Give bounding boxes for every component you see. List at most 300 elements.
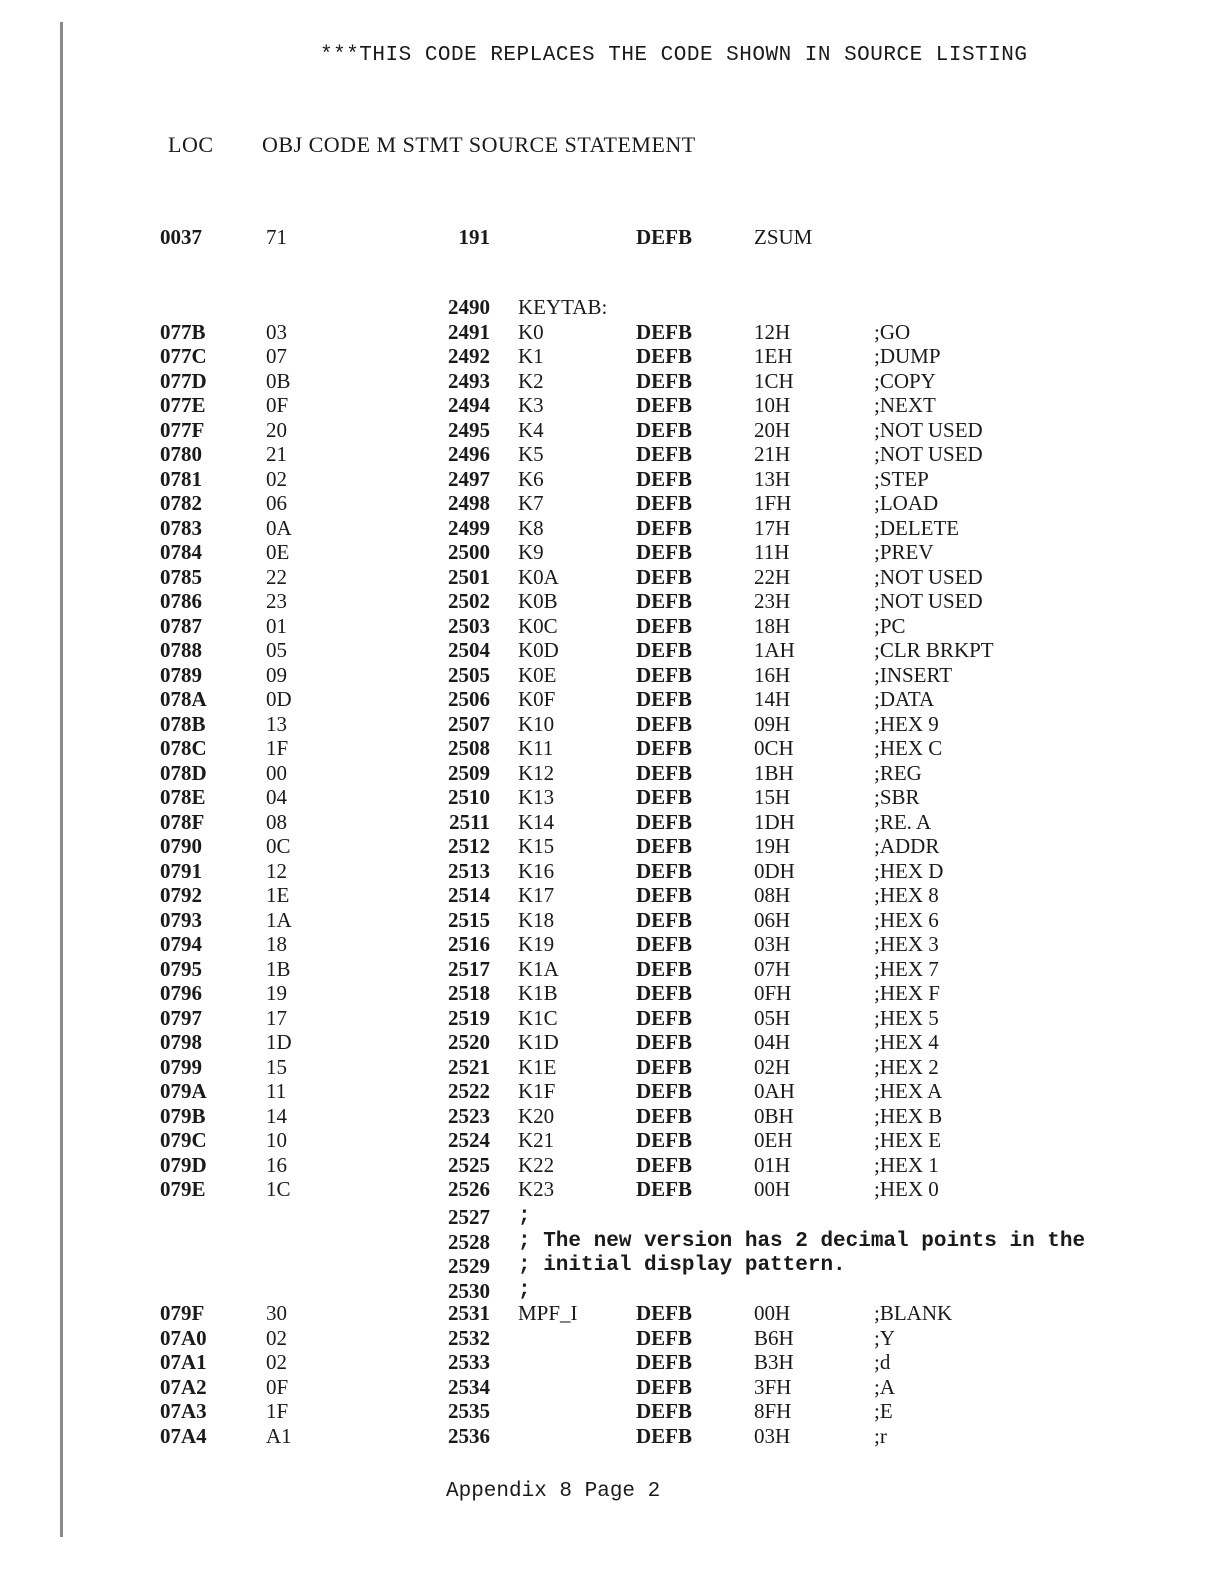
operand-cell: B6H <box>754 1325 794 1350</box>
label-cell: MPF_I <box>518 1301 578 1325</box>
opcode-cell: DEFB <box>636 1005 693 1030</box>
stmt-cell: 2494 <box>448 393 490 417</box>
comment-cell: ;NOT USED <box>874 589 983 613</box>
loc-cell: 0794 <box>160 932 202 956</box>
opcode-cell: DEFB <box>636 932 693 956</box>
obj-code-cell: 0E <box>266 540 290 564</box>
opcode-cell: DEFB <box>636 417 693 442</box>
opcode-cell: DEFB <box>636 613 693 638</box>
obj-code-cell: 06 <box>266 491 287 515</box>
operand-cell: 10H <box>754 393 791 417</box>
comment-text: ; initial display pattern. <box>518 1254 846 1277</box>
listing-row <box>0 320 1228 344</box>
listing-row <box>0 467 1228 491</box>
opcode-cell: DEFB <box>636 1079 693 1103</box>
opcode-cell: DEFB <box>636 344 693 368</box>
loc-cell: 0799 <box>160 1054 202 1079</box>
opcode-cell: DEFB <box>636 1054 693 1079</box>
loc-cell: 078B <box>160 711 206 736</box>
loc-cell: 077D <box>160 368 207 393</box>
stmt-cell: 2503 <box>448 613 490 638</box>
opcode-cell: DEFB <box>636 956 693 981</box>
stmt-cell: 2526 <box>448 1177 490 1201</box>
stmt-cell: 2498 <box>448 491 490 515</box>
stmt-cell: 2523 <box>448 1103 490 1128</box>
stmt-cell: 2519 <box>448 1005 490 1030</box>
opcode-cell: DEFB <box>636 1301 693 1325</box>
obj-code-cell: 17 <box>266 1005 287 1030</box>
loc-cell: 0786 <box>160 589 202 613</box>
obj-code-cell: 10 <box>266 1128 287 1152</box>
opcode-cell: DEFB <box>636 368 693 393</box>
comment-text: ; The new version has 2 decimal points in the <box>518 1229 1086 1253</box>
opcode-cell: DEFB <box>636 883 693 907</box>
loc-cell: 077B <box>160 319 206 344</box>
listing-row <box>0 908 1228 932</box>
comment-cell: ;NOT USED <box>874 564 983 589</box>
label-cell: K0 <box>518 319 544 344</box>
loc-cell: 077C <box>160 344 207 368</box>
operand-cell: 05H <box>754 1005 791 1030</box>
stmt-cell: 2492 <box>448 344 490 368</box>
loc-cell: 078D <box>160 760 207 785</box>
operand-cell: 18H <box>754 613 791 638</box>
stmt-cell: 2502 <box>448 589 490 613</box>
label-cell: K16 <box>518 858 555 883</box>
label-cell: K3 <box>518 393 544 417</box>
obj-code-cell: 15 <box>266 1054 287 1079</box>
loc-cell: 0796 <box>160 981 202 1005</box>
listing-row <box>0 1301 1228 1325</box>
listing-row <box>0 295 1228 319</box>
obj-code-cell: 21 <box>266 442 287 466</box>
operand-cell: 07H <box>754 956 791 981</box>
comment-cell: ;STEP <box>874 466 929 491</box>
comment-cell: ;GO <box>874 319 911 344</box>
listing-row <box>0 883 1228 907</box>
stmt-cell: 2518 <box>448 981 490 1005</box>
obj-code-cell: A1 <box>266 1423 292 1448</box>
label-cell: K1 <box>518 344 544 368</box>
opcode-cell: DEFB <box>636 1399 693 1423</box>
comment-cell: ;HEX 5 <box>874 1005 939 1030</box>
operand-cell: 16H <box>754 662 791 687</box>
operand-cell: 21H <box>754 442 791 466</box>
label-cell: K15 <box>518 834 555 858</box>
label-cell: K1A <box>518 956 559 981</box>
comment-cell: ;NOT USED <box>874 442 983 466</box>
comment-cell: ;HEX 2 <box>874 1054 939 1079</box>
listing-row <box>0 736 1228 760</box>
label-cell: K9 <box>518 540 544 564</box>
comment-cell: ;HEX 0 <box>874 1177 939 1201</box>
stmt-cell: 2509 <box>448 760 490 785</box>
operand-cell: 15H <box>754 785 791 809</box>
operand-cell: 20H <box>754 417 791 442</box>
label-cell: K1B <box>518 981 558 1005</box>
loc-cell: 0783 <box>160 515 202 540</box>
comment-cell: ;HEX 7 <box>874 956 939 981</box>
note-row <box>0 1205 1228 1229</box>
stmt-cell: 2515 <box>448 907 490 932</box>
stmt-cell: 2507 <box>448 711 490 736</box>
listing-row <box>0 491 1228 515</box>
label-cell: K14 <box>518 809 555 834</box>
obj-code-cell: 20 <box>266 417 287 442</box>
listing-row <box>0 957 1228 981</box>
label-cell: K18 <box>518 907 555 932</box>
listing-row <box>0 1177 1228 1201</box>
listing-row <box>0 1030 1228 1054</box>
comment-cell: ;NEXT <box>874 393 936 417</box>
listing-row <box>0 516 1228 540</box>
stmt-cell: 2493 <box>448 368 490 393</box>
operand-cell: 0EH <box>754 1128 793 1152</box>
label-cell: K1D <box>518 1030 559 1054</box>
obj-code-cell: 02 <box>266 1325 287 1350</box>
listing-row <box>0 540 1228 564</box>
listing-row <box>0 1326 1228 1350</box>
stmt-cell: 2499 <box>448 515 490 540</box>
listing-row <box>0 589 1228 613</box>
operand-cell: B3H <box>754 1350 794 1374</box>
stmt-cell: 2496 <box>448 442 490 466</box>
comment-cell: ;r <box>874 1423 887 1448</box>
loc-cell: 07A4 <box>160 1423 207 1448</box>
replacement-note: ***THIS CODE REPLACES THE CODE SHOWN IN SOURCE LISTING <box>320 44 1028 67</box>
comment-cell: ;HEX B <box>874 1103 943 1128</box>
listing-row-zsum <box>0 225 1228 249</box>
stmt-cell: 2522 <box>448 1079 490 1103</box>
obj-code-cell: 01 <box>266 613 287 638</box>
listing-row <box>0 785 1228 809</box>
opcode-cell: DEFB <box>636 589 693 613</box>
comment-cell: ;HEX 9 <box>874 711 939 736</box>
comment-cell: ;INSERT <box>874 662 953 687</box>
listing-row <box>0 393 1228 417</box>
obj-code-cell: 09 <box>266 662 287 687</box>
label-cell: K1F <box>518 1079 556 1103</box>
opcode-cell: DEFB <box>636 1103 693 1128</box>
loc-cell: 077F <box>160 417 205 442</box>
operand-cell: 00H <box>754 1177 791 1201</box>
comment-cell: ;HEX C <box>874 736 943 760</box>
label-cell: K0D <box>518 638 559 662</box>
stmt-cell: 2504 <box>448 638 490 662</box>
loc-cell: 0793 <box>160 907 202 932</box>
stmt-cell: 2517 <box>448 956 490 981</box>
obj-code-cell: 19 <box>266 981 287 1005</box>
operand-cell: 1DH <box>754 809 795 834</box>
comment-cell: ;RE. A <box>874 809 932 834</box>
obj-code-cell: 1F <box>266 736 289 760</box>
comment-cell: ;HEX F <box>874 981 940 1005</box>
stmt-cell: 2524 <box>448 1128 490 1152</box>
label-cell: K5 <box>518 442 544 466</box>
stmt-cell: 2530 <box>448 1278 490 1303</box>
note-row <box>0 1230 1228 1254</box>
opcode-cell: DEFB <box>636 907 693 932</box>
loc-cell: 0784 <box>160 540 202 564</box>
listing-row <box>0 1055 1228 1079</box>
obj-code-cell: 30 <box>266 1301 287 1325</box>
note-row <box>0 1254 1228 1278</box>
loc-cell: 078C <box>160 736 207 760</box>
loc-cell: 0787 <box>160 613 202 638</box>
loc-cell: 0792 <box>160 883 202 907</box>
operand-cell: 0FH <box>754 981 792 1005</box>
label-cell: K0F <box>518 687 556 711</box>
operand-cell: 02H <box>754 1054 791 1079</box>
stmt-cell: 2500 <box>448 540 490 564</box>
loc-cell: 0798 <box>160 1030 202 1054</box>
obj-code-cell: 71 <box>266 225 287 249</box>
stmt-cell: 2491 <box>448 319 490 344</box>
loc-cell: 07A3 <box>160 1399 207 1423</box>
listing-row <box>0 1399 1228 1423</box>
stmt-cell: 2513 <box>448 858 490 883</box>
opcode-cell: DEFB <box>636 1423 693 1448</box>
operand-cell: 08H <box>754 883 791 907</box>
operand-cell: 09H <box>754 711 791 736</box>
label-cell: K0A <box>518 564 559 589</box>
opcode-cell: DEFB <box>636 491 693 515</box>
operand-cell: 0DH <box>754 858 795 883</box>
listing-row <box>0 418 1228 442</box>
stmt-cell: 2527 <box>448 1205 490 1229</box>
comment-cell: ;COPY <box>874 368 936 393</box>
comment-cell: ;HEX 8 <box>874 883 939 907</box>
operand-cell: 8FH <box>754 1399 792 1423</box>
opcode-cell: DEFB <box>636 662 693 687</box>
loc-cell: 0797 <box>160 1005 202 1030</box>
listing-row <box>0 442 1228 466</box>
listing-row <box>0 663 1228 687</box>
loc-cell: 0785 <box>160 564 202 589</box>
obj-code-cell: 07 <box>266 344 287 368</box>
label-cell: K0B <box>518 589 558 613</box>
obj-code-cell: 11 <box>266 1079 287 1103</box>
column-header-rest: OBJ CODE M STMT SOURCE STATEMENT <box>262 132 696 157</box>
loc-cell: 079C <box>160 1128 207 1152</box>
stmt-cell: 2506 <box>448 687 490 711</box>
stmt-cell: 2501 <box>448 564 490 589</box>
label-cell: K4 <box>518 417 544 442</box>
operand-cell: 0CH <box>754 736 794 760</box>
comment-cell: ;HEX 4 <box>874 1030 939 1054</box>
comment-cell: ;LOAD <box>874 491 939 515</box>
operand-cell: 00H <box>754 1301 791 1325</box>
comment-cell: ;A <box>874 1374 895 1399</box>
listing-row <box>0 344 1228 368</box>
comment-cell: ;DUMP <box>874 344 941 368</box>
stmt-cell: 2512 <box>448 834 490 858</box>
stmt-cell: 2529 <box>448 1254 490 1278</box>
opcode-cell: DEFB <box>636 393 693 417</box>
comment-cell: ;HEX 3 <box>874 932 939 956</box>
loc-cell: 079F <box>160 1301 205 1325</box>
stmt-cell: 2531 <box>448 1301 490 1325</box>
listing-row <box>0 1350 1228 1374</box>
comment-cell: ;BLANK <box>874 1301 953 1325</box>
label-cell: K22 <box>518 1152 555 1177</box>
comment-cell: ;d <box>874 1350 891 1374</box>
label-cell: K7 <box>518 491 544 515</box>
opcode-cell: DEFB <box>636 442 693 466</box>
obj-code-cell: 1B <box>266 956 291 981</box>
stmt-cell: 2536 <box>448 1423 490 1448</box>
opcode-cell: DEFB <box>636 540 693 564</box>
stmt-cell: 191 <box>458 225 490 249</box>
comment-cell: ;PC <box>874 613 906 638</box>
opcode-cell: DEFB <box>636 515 693 540</box>
operand-cell: 01H <box>754 1152 791 1177</box>
label-cell: K6 <box>518 466 544 491</box>
stmt-cell: 2508 <box>448 736 490 760</box>
obj-code-cell: 12 <box>266 858 287 883</box>
obj-code-cell: 1F <box>266 1399 289 1423</box>
comment-cell: ;HEX 6 <box>874 907 939 932</box>
listing-row <box>0 565 1228 589</box>
loc-cell: 0781 <box>160 466 202 491</box>
listing-row <box>0 369 1228 393</box>
opcode-cell: DEFB <box>636 736 693 760</box>
obj-code-cell: 03 <box>266 319 287 344</box>
obj-code-cell: 0C <box>266 834 291 858</box>
listing-row <box>0 1128 1228 1152</box>
comment-cell: ;DELETE <box>874 515 960 540</box>
stmt-cell: 2514 <box>448 883 490 907</box>
obj-code-cell: 23 <box>266 589 287 613</box>
comment-cell: ;HEX E <box>874 1128 942 1152</box>
obj-code-cell: 14 <box>266 1103 287 1128</box>
obj-code-cell: 1D <box>266 1030 292 1054</box>
stmt-cell: 2520 <box>448 1030 490 1054</box>
loc-cell: 078E <box>160 785 206 809</box>
stmt-cell: 2521 <box>448 1054 490 1079</box>
stmt-cell: 2534 <box>448 1374 490 1399</box>
opcode-cell: DEFB <box>636 564 693 589</box>
stmt-cell: 2528 <box>448 1229 490 1254</box>
operand-cell: 04H <box>754 1030 791 1054</box>
stmt-cell: 2533 <box>448 1350 490 1374</box>
obj-code-cell: 16 <box>266 1152 287 1177</box>
operand-cell: 22H <box>754 564 791 589</box>
stmt-cell: 2510 <box>448 785 490 809</box>
label-cell: K11 <box>518 736 554 760</box>
loc-cell: 0795 <box>160 956 202 981</box>
loc-cell: 0791 <box>160 858 202 883</box>
obj-code-cell: 04 <box>266 785 287 809</box>
loc-cell: 079D <box>160 1152 207 1177</box>
operand-cell: 03H <box>754 1423 791 1448</box>
operand-cell: 11H <box>754 540 790 564</box>
loc-cell: 0037 <box>160 225 202 249</box>
operand-cell: 17H <box>754 515 791 540</box>
label-cell: K1C <box>518 1005 558 1030</box>
operand-cell: 23H <box>754 589 791 613</box>
label-cell: K13 <box>518 785 555 809</box>
operand-cell: 1BH <box>754 760 794 785</box>
label-cell: K12 <box>518 760 555 785</box>
comment-cell: ;REG <box>874 760 922 785</box>
obj-code-cell: 13 <box>266 711 287 736</box>
opcode-cell: DEFB <box>636 858 693 883</box>
obj-code-cell: 0F <box>266 1374 289 1399</box>
opcode-cell: DEFB <box>636 1152 693 1177</box>
label-cell: K10 <box>518 711 555 736</box>
listing-row <box>0 1424 1228 1448</box>
loc-cell: 079A <box>160 1079 207 1103</box>
opcode-cell: DEFB <box>636 466 693 491</box>
loc-cell: 0782 <box>160 491 202 515</box>
label-cell: K23 <box>518 1177 555 1201</box>
opcode-cell: DEFB <box>636 638 693 662</box>
operand-cell: 0BH <box>754 1103 794 1128</box>
loc-cell: 07A0 <box>160 1325 207 1350</box>
comment-cell: ;HEX 1 <box>874 1152 939 1177</box>
listing-row <box>0 834 1228 858</box>
operand-cell: 13H <box>754 466 791 491</box>
listing-row <box>0 810 1228 834</box>
label-cell: KEYTAB: <box>518 295 608 319</box>
loc-cell: 0789 <box>160 662 202 687</box>
opcode-cell: DEFB <box>636 1128 693 1152</box>
listing-row <box>0 981 1228 1005</box>
operand-cell: 0AH <box>754 1079 795 1103</box>
listing-row <box>0 1375 1228 1399</box>
operand-cell: 14H <box>754 687 791 711</box>
opcode-cell: DEFB <box>636 1030 693 1054</box>
loc-cell: 0788 <box>160 638 202 662</box>
loc-cell: 078F <box>160 809 205 834</box>
listing-row <box>0 761 1228 785</box>
opcode-cell: DEFB <box>636 785 693 809</box>
operand-cell: 1CH <box>754 368 794 393</box>
operand-cell: 1AH <box>754 638 795 662</box>
operand-cell: 12H <box>754 319 791 344</box>
listing-row <box>0 614 1228 638</box>
loc-cell: 079B <box>160 1103 206 1128</box>
listing-row <box>0 859 1228 883</box>
opcode-cell: DEFB <box>636 1374 693 1399</box>
opcode-cell: DEFB <box>636 834 693 858</box>
opcode-cell: DEFB <box>636 1177 693 1201</box>
loc-cell: 079E <box>160 1177 206 1201</box>
label-cell: K19 <box>518 932 555 956</box>
loc-cell: 0790 <box>160 834 202 858</box>
comment-cell: ;PREV <box>874 540 934 564</box>
obj-code-cell: 02 <box>266 466 287 491</box>
stmt-cell: 2505 <box>448 662 490 687</box>
operand-cell: 1EH <box>754 344 793 368</box>
listing-row <box>0 638 1228 662</box>
label-cell: K1E <box>518 1054 557 1079</box>
stmt-cell: 2532 <box>448 1325 490 1350</box>
label-cell: K8 <box>518 515 544 540</box>
listing-row <box>0 1079 1228 1103</box>
obj-code-cell: 0D <box>266 687 292 711</box>
listing-row <box>0 712 1228 736</box>
operand-cell: 06H <box>754 907 791 932</box>
comment-cell: ;E <box>874 1399 893 1423</box>
opcode-cell: DEFB <box>636 1350 693 1374</box>
opcode-cell: DEFB <box>636 711 693 736</box>
opcode-cell: DEFB <box>636 687 693 711</box>
comment-cell: ;CLR BRKPT <box>874 638 994 662</box>
label-cell: K17 <box>518 883 555 907</box>
listing-row <box>0 1153 1228 1177</box>
